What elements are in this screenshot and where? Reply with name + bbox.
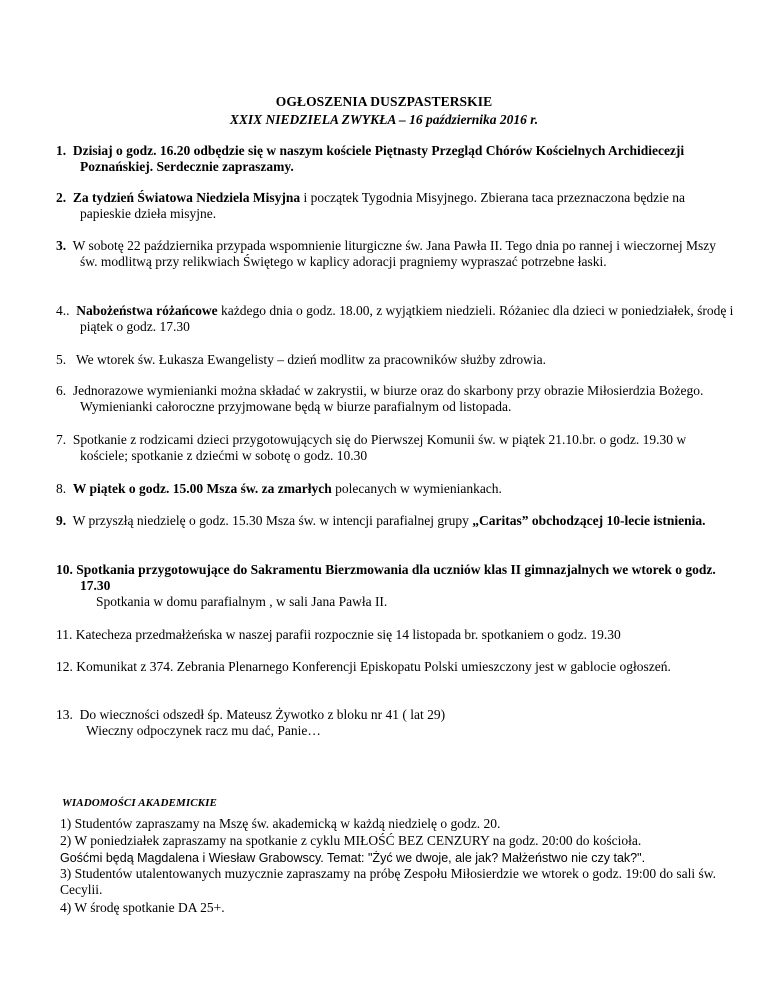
announcement-item-6: [56, 383, 736, 415]
academic-line-3: Gośćmi będą Magdalena i Wiesław Grabowscy. Temat: "Żyć we dwoje, ale jak? Małżeństwo nie czy tak?".: [60, 851, 646, 865]
item-number: 3.: [56, 238, 67, 253]
item-number: 2.: [56, 190, 67, 205]
item-number: 13.: [56, 707, 73, 722]
announcement-item-13: [56, 707, 736, 739]
academic-heading: WIADOMOŚCI AKADEMICKIE: [62, 797, 217, 809]
item-text: polecanych w wymieniankach.: [331, 481, 502, 496]
academic-line-1: 1) Studentów zapraszamy na Mszę św. akademicką w każdą niedzielę o godz. 20.: [60, 816, 501, 831]
item-number: 6.: [56, 383, 67, 398]
item-text: Spotkanie z rodzicami dzieci przygotowujących się do Pierwszej Komunii św. w piątek 21.10.br. o godz. 19.30 w kościele; spotkanie z dziećmi w sobotę o godz. 10.30: [72, 432, 687, 463]
item-text: W sobotę 22 października przypada wspomnienie liturgiczne św. Jana Pawła II. Tego dnia po rannej i wieczornej Mszy św. modlitwą przy relikwiach Świętego w kaplicy adoracji pragniemy wypraszać potrzebne łaski.: [72, 238, 716, 269]
academic-line-4: 3) Studentów utalentowanych muzycznie zapraszamy na próbę Zespołu Miłosierdzie we wtorek o godz. 19:00 do sali św. Cecylii.: [60, 866, 716, 897]
announcement-item-3: [56, 238, 736, 270]
academic-line-5: 4) W środę spotkanie DA 25+.: [60, 900, 225, 915]
announcement-item-11: [56, 627, 736, 643]
item-bold-text: W piątek o godz. 15.00 Msza św. za zmarłych: [72, 481, 332, 496]
item-bold-text: Za tydzień Światowa Niedziela Misyjna: [72, 190, 301, 205]
announcement-item-12: [56, 659, 736, 675]
item-text: i początek Tygodnia Misyjnego. Zbierana taca przeznaczona będzie na papieskie dzieła misyjne.: [80, 190, 686, 221]
item-bold-text: Spotkania przygotowujące do Sakramentu Bierzmowania dla uczniów klas II gimnazjalnych we wtorek o godz. 17.30: [76, 562, 716, 593]
item-subline: Spotkania w domu parafialnym , w sali Jana Pawła II.: [96, 594, 388, 609]
item-text: Do wieczności odszedł śp. Mateusz Żywotko z bloku nr 41 ( lat 29): [79, 707, 446, 722]
item-number: 1.: [56, 143, 67, 158]
item-number: 12.: [56, 659, 73, 674]
announcement-item-8: [56, 481, 736, 497]
item-number: 10.: [56, 562, 73, 577]
item-number: 11.: [56, 627, 73, 642]
item-bold-text: Nabożeństwa różańcowe: [76, 303, 218, 318]
announcement-item-1: [56, 143, 736, 175]
announcement-item-5: [56, 352, 736, 368]
item-text: Komunikat z 374. Zebrania Plenarnego Konferencji Episkopatu Polski umieszczony jest w gablocie ogłoszeń.: [76, 659, 671, 674]
item-text: Jednorazowe wymienianki można składać w zakrystii, w biurze oraz do skarbony przy obrazie Miłosierdzia Bożego. Wymienianki całoroczne przyjmowane będą w biurze parafialnym od listopada.: [72, 383, 704, 414]
item-number: 8.: [56, 481, 67, 496]
item-subline: Wieczny odpoczynek racz mu dać, Panie…: [86, 723, 321, 738]
item-text: We wtorek św. Łukasza Ewangelisty – dzień modlitw za pracowników służby zdrowia.: [76, 352, 547, 367]
announcement-item-9: [56, 513, 736, 529]
announcement-item-4: [56, 303, 736, 335]
item-text: Katecheza przedmałżeńska w naszej parafii rozpocznie się 14 listopada br. spotkaniem o godz. 19.30: [75, 627, 621, 642]
item-text: każdego dnia o godz. 18.00, z wyjątkiem niedzieli. Różaniec dla dzieci w poniedziałek, środę i piątek o godz. 17.30: [80, 303, 734, 334]
item-number: 9.: [56, 513, 67, 528]
announcement-item-7: [56, 432, 736, 464]
page-title: OGŁOSZENIA DUSZPASTERSKIE: [275, 94, 493, 109]
item-number: 7.: [56, 432, 67, 447]
item-bold-text: „Caritas” obchodzącej 10-lecie istnienia.: [472, 513, 706, 528]
item-text: W przyszłą niedzielę o godz. 15.30 Msza św. w intencji parafialnej grupy: [72, 513, 473, 528]
page-subtitle: XXIX NIEDZIELA ZWYKŁA – 16 października 2016 r.: [229, 112, 539, 127]
item-number: 4..: [56, 303, 70, 318]
announcement-item-2: [56, 190, 736, 222]
announcement-item-10: [56, 562, 736, 610]
item-number: 5.: [56, 352, 67, 367]
academic-line-2: 2) W poniedziałek zapraszamy na spotkanie z cyklu MIŁOŚĆ BEZ CENZURY na godz. 20:00 do kościoła.: [60, 833, 642, 848]
item-text: Dzisiaj o godz. 16.20 odbędzie się w naszym kościele Piętnasty Przegląd Chórów Kościelnych Archidiecezji Poznańskiej. Serdecznie zapraszamy.: [72, 143, 685, 174]
